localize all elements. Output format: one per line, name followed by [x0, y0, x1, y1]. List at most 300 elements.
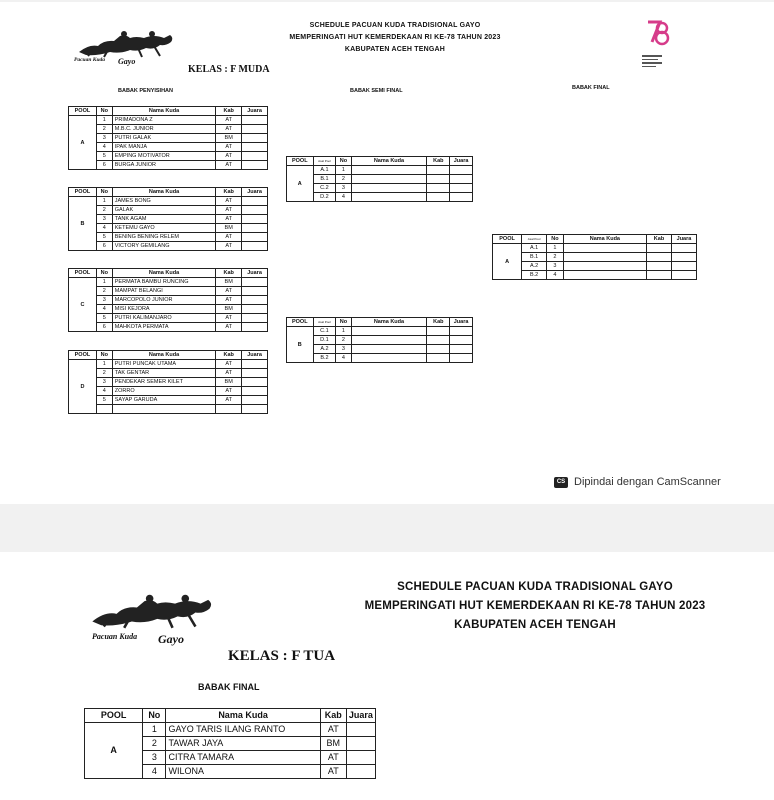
table-row — [69, 360, 268, 369]
cell-source-pool: B.1 — [313, 175, 336, 184]
table-row — [69, 396, 268, 405]
cell-no: 2 — [96, 369, 112, 378]
cell-no: 1 — [96, 278, 112, 287]
document-title — [230, 20, 560, 56]
horse-race-logo — [74, 26, 184, 66]
header-juara: Juara — [346, 709, 375, 723]
cell-juara — [450, 336, 473, 345]
header-source-pool: Asal Pool — [313, 157, 336, 166]
header-kab: Kab — [216, 269, 242, 278]
header-pool: POOL — [85, 709, 143, 723]
cell-kab — [216, 405, 242, 414]
cell-juara — [242, 405, 268, 414]
table-header-row — [69, 107, 268, 116]
prelim-pool-d — [68, 350, 268, 414]
title-line-1-2: SCHEDULE PACUAN KUDA TRADISIONAL GAYO — [397, 581, 673, 593]
cell-juara — [450, 354, 473, 363]
cell-juara — [450, 166, 473, 175]
cell-juara — [242, 134, 268, 143]
cell-juara — [242, 396, 268, 405]
header-no: No — [143, 709, 166, 723]
header-nama-kuda: Nama Kuda — [563, 235, 646, 244]
cell-source-pool: A.1 — [313, 166, 336, 175]
cell-no: 2 — [336, 175, 351, 184]
cell-no: 2 — [547, 253, 564, 262]
table-header-row — [287, 318, 473, 327]
table-row — [69, 242, 268, 251]
schedule-sheet-f-muda — [30, 2, 742, 504]
header-pool: POOL — [69, 351, 97, 360]
table-row — [287, 345, 473, 354]
header-nama-kuda: Nama Kuda — [112, 188, 215, 197]
header-no: No — [336, 157, 351, 166]
cell-juara — [242, 233, 268, 242]
stage-label-prelim: BABAK PENYISIHAN — [118, 88, 174, 94]
document-title-2 — [352, 578, 718, 635]
table-row — [69, 378, 268, 387]
table-row — [69, 287, 268, 296]
table-header-row — [85, 709, 376, 723]
cell-juara — [242, 305, 268, 314]
cell-horse-name: BENING BENING RELEM — [112, 233, 215, 242]
cell-kab: AT — [216, 287, 242, 296]
table-row — [69, 152, 268, 161]
cell-kab — [427, 354, 450, 363]
cell-no: 1 — [336, 166, 351, 175]
camscanner-watermark — [554, 476, 721, 488]
cell-horse-name — [351, 354, 427, 363]
table-row — [69, 278, 268, 287]
cell-no: 2 — [96, 125, 112, 134]
cell-juara — [242, 287, 268, 296]
header-nama-kuda: Nama Kuda — [166, 709, 320, 723]
cell-no: 6 — [96, 242, 112, 251]
cell-juara — [242, 387, 268, 396]
cell-juara — [450, 175, 473, 184]
table-header-row — [69, 351, 268, 360]
cell-juara — [450, 193, 473, 202]
cell-no: 4 — [96, 224, 112, 233]
final-pool-a — [492, 234, 697, 280]
cell-no: 1 — [143, 723, 166, 737]
cell-horse-name: PERMATA BAMBU RUNCING — [112, 278, 215, 287]
cell-source-pool: C.1 — [313, 327, 336, 336]
table-row — [287, 354, 473, 363]
table-row — [69, 215, 268, 224]
cell-horse-name: PENDEKAR SEMER KILET — [112, 378, 215, 387]
cell-kab: BM — [216, 378, 242, 387]
header-no: No — [96, 107, 112, 116]
cell-horse-name — [112, 405, 215, 414]
header-nama-kuda: Nama Kuda — [112, 107, 215, 116]
cell-horse-name: MISI KEJORA — [112, 305, 215, 314]
table-row — [287, 336, 473, 345]
cell-kab — [647, 244, 672, 253]
header-no: No — [96, 269, 112, 278]
cell-source-pool: A.2 — [522, 262, 547, 271]
pool-letter: D — [69, 360, 97, 414]
cell-juara — [671, 271, 696, 280]
cell-juara — [242, 215, 268, 224]
cell-no: 1 — [547, 244, 564, 253]
table-row — [493, 244, 697, 253]
header-pool: POOL — [69, 107, 97, 116]
cell-horse-name: TAWAR JAYA — [166, 737, 320, 751]
cell-source-pool: D.2 — [313, 193, 336, 202]
prelim-pool-a — [68, 106, 268, 170]
prelim-pool-c — [68, 268, 268, 332]
stage-label-final: BABAK FINAL — [572, 85, 610, 91]
header-kab: Kab — [320, 709, 346, 723]
cell-juara — [671, 262, 696, 271]
logo-caption: Pacuan Kuda — [74, 57, 106, 63]
cell-juara — [450, 327, 473, 336]
header-nama-kuda: Nama Kuda — [351, 157, 427, 166]
table-row — [69, 206, 268, 215]
table-header-row — [69, 188, 268, 197]
header-juara: Juara — [242, 107, 268, 116]
cell-juara — [346, 765, 375, 779]
cell-no: 3 — [143, 751, 166, 765]
cell-horse-name: WILONA — [166, 765, 320, 779]
pool-letter: B — [69, 197, 97, 251]
table-header-row — [69, 269, 268, 278]
cell-juara — [242, 116, 268, 125]
table-header-row — [287, 157, 473, 166]
cell-juara — [242, 206, 268, 215]
cell-kab — [427, 336, 450, 345]
header-pool: POOL — [493, 235, 522, 244]
cell-no: 4 — [336, 354, 351, 363]
cell-kab — [647, 271, 672, 280]
cell-kab — [427, 166, 450, 175]
table-row — [69, 143, 268, 152]
table-row — [69, 134, 268, 143]
cell-kab: AT — [216, 233, 242, 242]
pool-letter: C — [69, 278, 97, 332]
cell-juara — [242, 152, 268, 161]
table-row — [287, 193, 473, 202]
cell-no: 4 — [143, 765, 166, 779]
table-row — [493, 262, 697, 271]
cell-no: 2 — [96, 287, 112, 296]
cell-kab: AT — [216, 161, 242, 170]
cell-juara — [242, 125, 268, 134]
stage-label-semifinal: BABAK SEMI FINAL — [350, 88, 403, 94]
header-pool: POOL — [287, 318, 314, 327]
cell-juara — [242, 197, 268, 206]
cell-no: 4 — [336, 193, 351, 202]
header-kab: Kab — [216, 188, 242, 197]
header-source-pool: Asal Pool — [313, 318, 336, 327]
header-juara: Juara — [671, 235, 696, 244]
header-kab: Kab — [427, 318, 450, 327]
header-kab: Kab — [216, 351, 242, 360]
header-kab: Kab — [427, 157, 450, 166]
table-row — [493, 271, 697, 280]
camscanner-text: Dipindai dengan CamScanner — [574, 476, 721, 488]
cell-horse-name: MARCOPOLO JUNIOR — [112, 296, 215, 305]
header-source-pool: Asal Pool — [522, 235, 547, 244]
cell-horse-name: ZORRO — [112, 387, 215, 396]
cell-horse-name — [351, 345, 427, 354]
pool-letter: A — [69, 116, 97, 170]
cell-horse-name — [563, 253, 646, 262]
cell-no: 4 — [547, 271, 564, 280]
cell-juara — [242, 296, 268, 305]
cell-horse-name: SAYAP GARUDA — [112, 396, 215, 405]
cell-kab: AT — [216, 296, 242, 305]
cell-no: 6 — [96, 323, 112, 332]
cell-kab — [647, 253, 672, 262]
cell-kab — [427, 193, 450, 202]
table-row — [69, 305, 268, 314]
cell-kab: AT — [216, 387, 242, 396]
cell-kab: AT — [216, 125, 242, 134]
cell-horse-name — [351, 336, 427, 345]
cell-no: 1 — [96, 197, 112, 206]
cell-kab: BM — [216, 224, 242, 233]
title-line-3: KABUPATEN ACEH TENGAH — [344, 46, 446, 53]
cell-kab: AT — [320, 765, 346, 779]
cell-no: 3 — [336, 184, 351, 193]
cell-juara — [346, 737, 375, 751]
pool-letter: B — [287, 327, 314, 363]
logo-caption-gayo-2: Gayo — [158, 632, 184, 646]
cell-kab: BM — [320, 737, 346, 751]
schedule-sheet-f-tua — [30, 552, 742, 800]
table-header-row — [493, 235, 697, 244]
header-nama-kuda: Nama Kuda — [112, 351, 215, 360]
title-line-1: SCHEDULE PACUAN KUDA TRADISIONAL GAYO — [309, 22, 481, 29]
cell-kab: AT — [216, 206, 242, 215]
cell-no: 3 — [96, 134, 112, 143]
cell-juara — [671, 244, 696, 253]
cell-juara — [346, 723, 375, 737]
cell-no — [96, 405, 112, 414]
table-row — [287, 327, 473, 336]
cell-kab: AT — [216, 396, 242, 405]
cell-juara — [671, 253, 696, 262]
table-row — [69, 197, 268, 206]
cell-no: 5 — [96, 396, 112, 405]
cell-no: 4 — [96, 387, 112, 396]
cell-no: 2 — [96, 206, 112, 215]
cell-no: 1 — [96, 116, 112, 125]
pool-letter: A — [287, 166, 314, 202]
cell-horse-name — [351, 166, 427, 175]
cell-juara — [242, 314, 268, 323]
cell-source-pool: B.1 — [522, 253, 547, 262]
cell-source-pool: D.1 — [313, 336, 336, 345]
pool-letter: A — [493, 244, 522, 280]
cell-kab: BM — [216, 134, 242, 143]
cell-horse-name: PUTRI PUNCAK UTAMA — [112, 360, 215, 369]
cell-source-pool: A.1 — [522, 244, 547, 253]
cell-juara — [242, 242, 268, 251]
semifinal-pool-b — [286, 317, 473, 363]
cell-horse-name: KETEMU GAYO — [112, 224, 215, 233]
cell-kab: AT — [216, 360, 242, 369]
cell-no: 2 — [143, 737, 166, 751]
cell-source-pool: C.2 — [313, 184, 336, 193]
cell-horse-name — [563, 244, 646, 253]
cell-no: 4 — [96, 143, 112, 152]
cell-juara — [242, 378, 268, 387]
header-nama-kuda: Nama Kuda — [112, 269, 215, 278]
cell-horse-name: CITRA TAMARA — [166, 751, 320, 765]
cell-kab: BM — [216, 305, 242, 314]
header-no: No — [96, 351, 112, 360]
cell-no: 1 — [96, 360, 112, 369]
cell-horse-name — [351, 327, 427, 336]
class-label-2: KELAS : F TUA — [228, 648, 336, 664]
cell-juara — [346, 751, 375, 765]
cell-kab: AT — [216, 197, 242, 206]
cell-no: 3 — [96, 378, 112, 387]
table-row — [69, 233, 268, 242]
table-row — [69, 369, 268, 378]
cell-no: 1 — [336, 327, 351, 336]
cell-horse-name: MAMPAT BELANGI — [112, 287, 215, 296]
cell-horse-name: BURGA JUNIOR — [112, 161, 215, 170]
title-line-2: MEMPERINGATI HUT KEMERDEKAAN RI KE-78 TAHUN 2023 — [289, 34, 501, 41]
cell-horse-name: TANK AGAM — [112, 215, 215, 224]
cell-no: 3 — [96, 215, 112, 224]
cell-no: 3 — [547, 262, 564, 271]
table-row — [287, 175, 473, 184]
cell-kab: BM — [216, 278, 242, 287]
cell-juara — [242, 143, 268, 152]
header-juara: Juara — [242, 351, 268, 360]
cell-horse-name — [351, 193, 427, 202]
logo-caption-2: Pacuan Kuda — [92, 632, 138, 641]
cell-kab — [427, 327, 450, 336]
cell-juara — [450, 345, 473, 354]
cell-source-pool: A.2 — [313, 345, 336, 354]
cell-kab — [647, 262, 672, 271]
table-row — [69, 116, 268, 125]
header-pool: POOL — [69, 269, 97, 278]
pool-letter: A — [85, 723, 143, 779]
cell-horse-name: PUTRI KALIMANJARO — [112, 314, 215, 323]
table-row — [493, 253, 697, 262]
cell-kab: AT — [216, 369, 242, 378]
header-no: No — [336, 318, 351, 327]
header-juara: Juara — [242, 269, 268, 278]
cell-horse-name: PRIMADONA Z — [112, 116, 215, 125]
cell-kab — [427, 184, 450, 193]
cell-horse-name: TAK GENTAR — [112, 369, 215, 378]
table-row — [69, 405, 268, 414]
cell-no: 3 — [96, 296, 112, 305]
header-kab: Kab — [216, 107, 242, 116]
stage-label-final-2: BABAK FINAL — [198, 682, 260, 692]
cell-horse-name — [563, 271, 646, 280]
header-juara: Juara — [242, 188, 268, 197]
table-row — [69, 224, 268, 233]
header-nama-kuda: Nama Kuda — [351, 318, 427, 327]
page-gap-middle — [0, 504, 774, 552]
table-row — [69, 314, 268, 323]
prelim-pool-b — [68, 187, 268, 251]
cell-horse-name: JAMES BONG — [112, 197, 215, 206]
cell-no: 3 — [336, 345, 351, 354]
cell-horse-name: MAHKOTA PERMATA — [112, 323, 215, 332]
cell-source-pool: B.2 — [522, 271, 547, 280]
cell-juara — [242, 161, 268, 170]
header-pool: POOL — [69, 188, 97, 197]
table-row — [287, 184, 473, 193]
table-row — [69, 161, 268, 170]
cell-kab — [427, 345, 450, 354]
cell-horse-name — [351, 184, 427, 193]
table-row — [69, 125, 268, 134]
cell-kab: AT — [216, 143, 242, 152]
cell-horse-name: PUTRI GALAK — [112, 134, 215, 143]
cell-no: 2 — [336, 336, 351, 345]
cell-kab: AT — [216, 242, 242, 251]
cell-kab: AT — [216, 314, 242, 323]
camscanner-icon: CS — [554, 477, 568, 488]
cell-no: 6 — [96, 161, 112, 170]
cell-source-pool: B.2 — [313, 354, 336, 363]
table-row — [69, 296, 268, 305]
cell-kab: AT — [216, 323, 242, 332]
cell-no: 5 — [96, 233, 112, 242]
table-row — [69, 387, 268, 396]
cell-horse-name: GAYO TARIS ILANG RANTO — [166, 723, 320, 737]
cell-horse-name: M.B.C. JUNIOR — [112, 125, 215, 134]
table-row — [85, 723, 376, 737]
title-line-2-2: MEMPERINGATI HUT KEMERDEKAAN RI KE-78 TAHUN 2023 — [364, 600, 706, 612]
cell-kab — [427, 175, 450, 184]
cell-horse-name — [351, 175, 427, 184]
horse-race-logo-2 — [86, 582, 226, 652]
cell-no: 4 — [96, 305, 112, 314]
cell-horse-name: GALAK — [112, 206, 215, 215]
cell-juara — [242, 323, 268, 332]
cell-kab: AT — [216, 116, 242, 125]
header-kab: Kab — [647, 235, 672, 244]
title-line-3-2: KABUPATEN ACEH TENGAH — [454, 619, 616, 631]
semifinal-pool-a — [286, 156, 473, 202]
table-row — [69, 323, 268, 332]
header-no: No — [547, 235, 564, 244]
header-juara: Juara — [450, 157, 473, 166]
cell-horse-name: IPAK MANJA — [112, 143, 215, 152]
cell-juara — [450, 184, 473, 193]
cell-kab: AT — [320, 723, 346, 737]
cell-no: 5 — [96, 314, 112, 323]
cell-kab: AT — [320, 751, 346, 765]
header-pool: POOL — [287, 157, 314, 166]
cell-juara — [242, 360, 268, 369]
final-pool-f-tua — [84, 708, 376, 779]
cell-kab: AT — [216, 152, 242, 161]
header-juara: Juara — [450, 318, 473, 327]
cell-no: 5 — [96, 152, 112, 161]
table-row — [287, 166, 473, 175]
header-no: No — [96, 188, 112, 197]
cell-juara — [242, 369, 268, 378]
logo-caption-gayo: Gayo — [118, 57, 136, 66]
cell-juara — [242, 278, 268, 287]
cell-horse-name — [563, 262, 646, 271]
cell-horse-name: VICTORY GEMILANG — [112, 242, 215, 251]
cell-horse-name: EMPING MOTIVATOR — [112, 152, 215, 161]
class-label: KELAS : F MUDA — [188, 64, 270, 75]
